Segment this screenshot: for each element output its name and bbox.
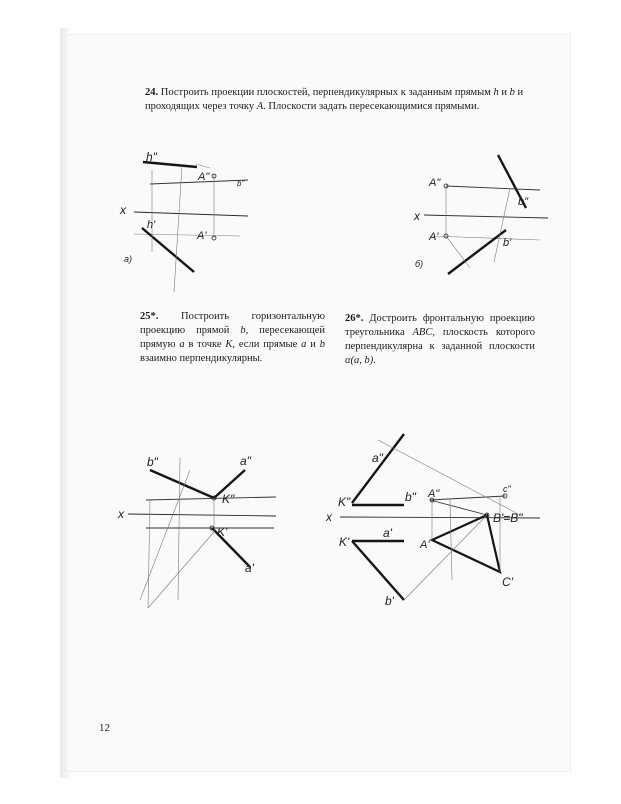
- label-A1-26: A': [420, 539, 430, 551]
- label-b1-b: b': [503, 237, 512, 249]
- link-diag-26a: [378, 440, 520, 515]
- label-x-b: x: [414, 209, 420, 223]
- label-h2: h": [146, 150, 157, 164]
- task-24-number: 24.: [145, 87, 159, 98]
- label-C2-26: c": [503, 484, 511, 494]
- label-BB-26: B'=B": [493, 511, 523, 525]
- label-a2-25: a": [240, 454, 251, 468]
- label-b2-b: b": [518, 196, 529, 208]
- label-a1-26: a': [383, 526, 392, 540]
- line-b1-26: [352, 541, 404, 600]
- line-A2-B: [430, 500, 487, 515]
- label-b2-25: b": [147, 455, 158, 469]
- label-K1-25: K': [217, 525, 228, 539]
- task-24-text: 24. Построить проекции плоскостей, перпендикулярных к заданным прямым h и b и проходящих через точку A. Плоскости задать пересекающимися прямыми.: [145, 87, 524, 112]
- line-a2-26: [352, 434, 404, 503]
- label-A1: A': [197, 230, 207, 242]
- link-v-26: [450, 500, 452, 580]
- label-a2-26: a": [372, 451, 383, 465]
- label-h1: h': [147, 219, 156, 231]
- label-A2-b: A": [429, 177, 441, 189]
- label-x-25: x: [118, 507, 124, 521]
- task-26-number: 26*.: [345, 313, 364, 324]
- label-b1-26: b': [385, 594, 394, 608]
- label-a1-25: a': [245, 561, 254, 575]
- label-x-a: x: [120, 203, 126, 217]
- line-A2-C2: [430, 496, 505, 500]
- task-26-text: 26*. Достроить фронтальную проекцию треугольника ABC, плоскость которого перпендикулярна к заданной плоскости α(a, b).: [345, 313, 535, 366]
- label-A2-26: A": [428, 488, 440, 500]
- task-25-text: 25*. Построить горизонтальную проекцию прямой b, пересекающей прямую a в точке K, если прямые a и b взаимно перпендикулярны.: [140, 311, 325, 364]
- label-A1-b: A': [429, 231, 439, 243]
- label-K2-26: K": [338, 495, 351, 509]
- label-b2: b": [237, 179, 245, 188]
- label-K1-26: K': [339, 535, 350, 549]
- task-25-number: 25*.: [140, 311, 159, 322]
- label-b2-26: b": [405, 490, 416, 504]
- label-x-26: x: [326, 510, 332, 524]
- caption-b: б): [415, 259, 424, 269]
- link-diag-26b: [404, 515, 487, 600]
- triangle-ABC-h: [432, 515, 500, 572]
- label-K2-25: K": [222, 492, 235, 506]
- caption-a: а): [124, 254, 133, 264]
- label-A2: A": [198, 171, 210, 183]
- label-C1-26: C': [502, 575, 513, 589]
- page-number: 12: [99, 722, 110, 734]
